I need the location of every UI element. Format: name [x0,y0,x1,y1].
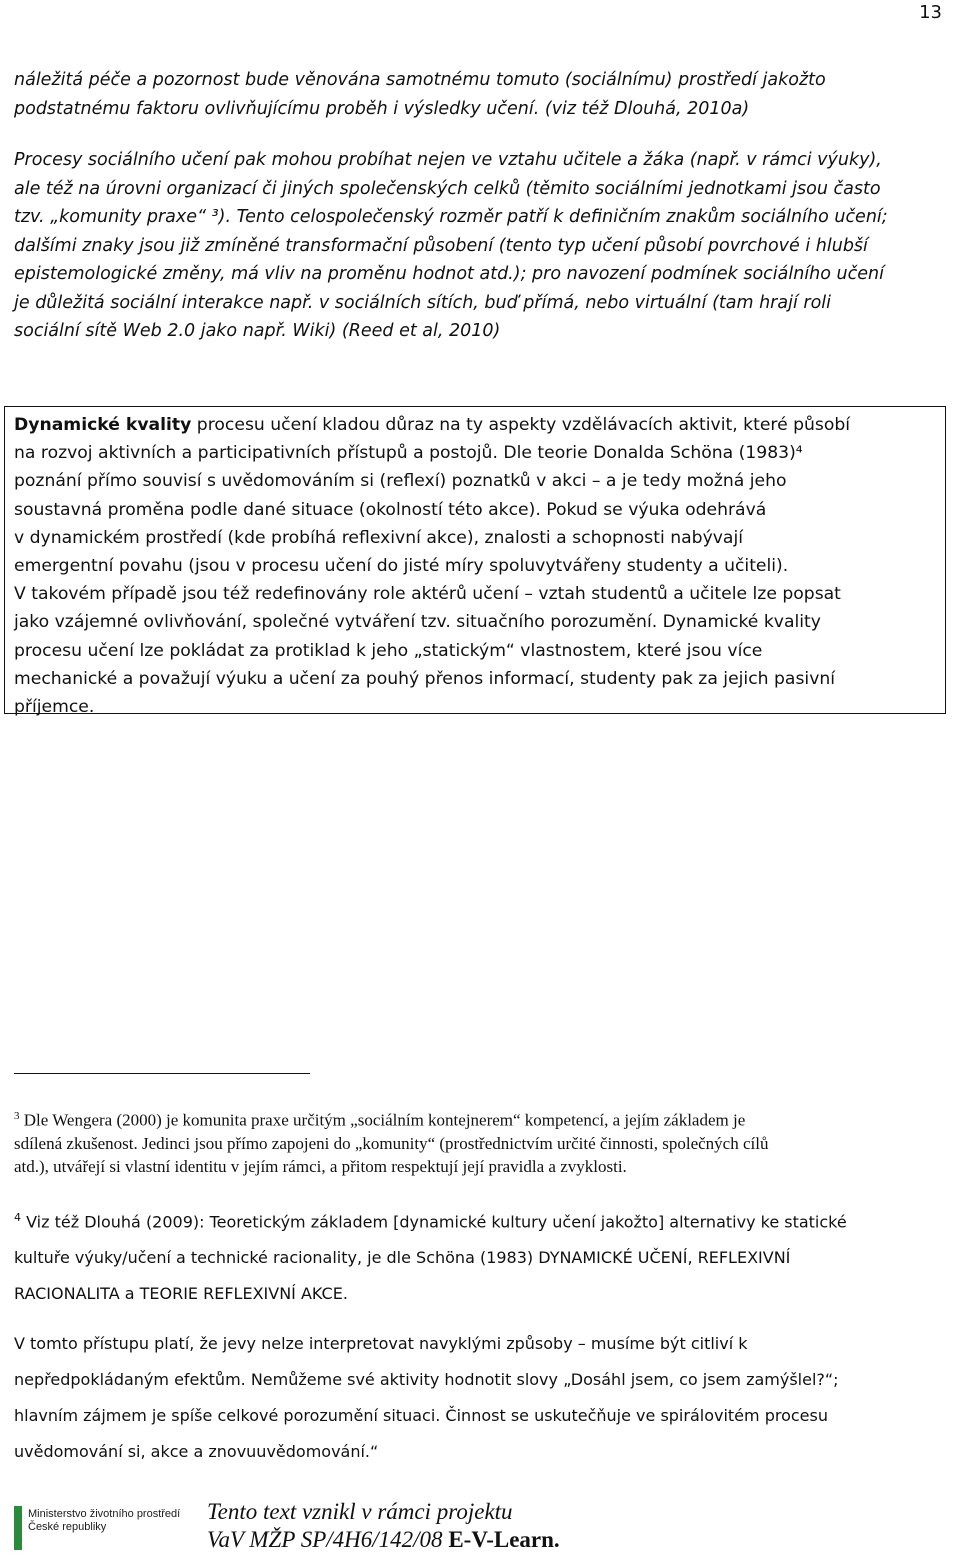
footnote-marker: 4 [14,1211,21,1224]
logo-line: České republiky [28,1521,107,1533]
text-line: atd.), utvářejí si vlastní identitu v jejím rámci, a přitom respektují její pravidla a zvyklosti. [14,1156,627,1176]
footnote-marker: 3 [14,1110,20,1122]
text-line: tzv. „komunity praxe“ ³). Tento celospolečenský rozměr patří k definičním znakům sociálního učení; [14,207,888,227]
ministry-logo [14,1506,194,1552]
project-line: Tento text vznikl v rámci projektu [207,1499,513,1524]
text-line: jako vzájemné ovlivňování, společné vytváření tzv. situačního porozumění. Dynamické kvality [14,612,821,633]
text-line: soustavná proměna podle dané situace (okolností této akce). Pokud se výuka odehrává [14,499,767,520]
text-line: nepředpokládaným efektům. Nemůžeme své aktivity hodnotit slovy „Dosáhl jsem, co jsem zamýšlel?“; [14,1370,839,1389]
logo-text [28,1508,180,1534]
text-line: sdílená zkušenost. Jedinci jsou přímo zapojeni do „komunity“ (prostřednictvím určité činnosti, společných cílů [14,1133,769,1153]
text-line [14,411,936,439]
paragraph-intro [14,66,940,123]
text-line: V takovém případě jsou též redefinovány role aktérů učení – vztah studentů a učitele lze popsat [14,584,841,605]
paragraph-social-learning [14,146,940,346]
footnote-4-continuation [14,1326,944,1470]
project-name: E-V-Learn. [448,1527,560,1552]
text-line: procesu učení lze pokládat za protiklad k jeho „statickým“ vlastnostem, které jsou více [14,640,763,661]
text-line [14,1200,944,1240]
project-code: VaV MŽP SP/4H6/142/08 [207,1527,449,1552]
text-line: Procesy sociálního učení pak mohou probíhat nejen ve vztahu učitele a žáka (např. v rámci výuky), [14,150,882,170]
footnote-separator [14,1073,310,1074]
text-line: sociální sítě Web 2.0 jako např. Wiki) (Reed et al, 2010) [14,321,501,341]
text-span: Viz též Dlouhá (2009): Teoretickým základem [dynamické kultury učení jakožto] alternativy ke statické [21,1212,847,1232]
box-bold-lead: Dynamické kvality [14,415,192,435]
text-line: mechanické a považují výuku a učení za pouhý přenos informací, studenty pak za jejich pasivní [14,668,836,689]
footnote-3 [14,1105,914,1178]
dynamic-qualities-box [4,406,946,718]
footnote-4 [14,1200,944,1312]
text-line [14,1105,914,1132]
text-line: dalšími znaky jsou již zmíněné transformační působení (tento typ učení působí povrchové i hlubší [14,235,868,256]
text-line: poznání přímo souvisí s uvědomováním si (reflexí) poznatků v akci – a je tedy možná jeho [14,471,787,492]
text-span: procesu učení kladou důraz na ty aspekty vzdělávacích aktivit, které působí [191,415,851,435]
text-line: podstatnému faktoru ovlivňujícímu proběh i výsledky učení. (viz též Dlouhá, 2010a) [14,98,750,119]
text-line: příjemce. [14,697,95,718]
text-line: na rozvoj aktivních a participativních přístupů a postojů. Dle teorie Donalda Schöna (1983)⁴ [14,443,803,464]
project-line [207,1526,560,1554]
project-note [207,1498,560,1554]
logo-line: Ministerstvo životního prostředí [28,1508,181,1520]
text-line: V tomto přístupu platí, že jevy nelze interpretovat navyklými způsoby – musíme být citliví k [14,1334,748,1353]
text-line: RACIONALITA a TEORIE REFLEXIVNÍ AKCE. [14,1284,348,1304]
text-line: je důležitá sociální interakce např. v sociálních sítích, buď přímá, nebo virtuální (tam hrají roli [14,292,832,313]
text-line: náležitá péče a pozornost bude věnována samotnému tomuto (sociálnímu) prostředí jakožto [14,70,826,90]
text-line: kultuře výuky/učení a technické racionality, je dle Schöna (1983) DYNAMICKÉ UČENÍ, REFLEXIVNÍ [14,1248,791,1268]
text-line: uvědomování si, akce a znovuuvědomování.“ [14,1442,379,1461]
page-footer [0,1492,960,1554]
text-line: v dynamickém prostředí (kde probíhá reflexivní akce), znalosti a schopnosti nabývají [14,527,743,548]
text-line: epistemologické změny, má vliv na proměnu hodnot atd.); pro navození podmínek sociálního učení [14,264,884,284]
logo-mark-icon [14,1506,22,1550]
page-number: 13 [919,2,942,23]
text-line: hlavním zájmem je spíše celkové porozumění situaci. Činnost se uskutečňuje ve spirálovitém procesu [14,1406,828,1425]
text-span: Dle Wengera (2000) je komunita praxe určitým „sociálním kontejnerem“ kompetencí, a jejím základem je [19,1110,746,1130]
text-line: emergentní povahu (jsou v procesu učení do jisté míry spoluvytvářeny studenty a učiteli). [14,556,789,577]
text-line: ale též na úrovni organizací či jiných společenských celků (těmito sociálními jednotkami jsou často [14,178,881,199]
